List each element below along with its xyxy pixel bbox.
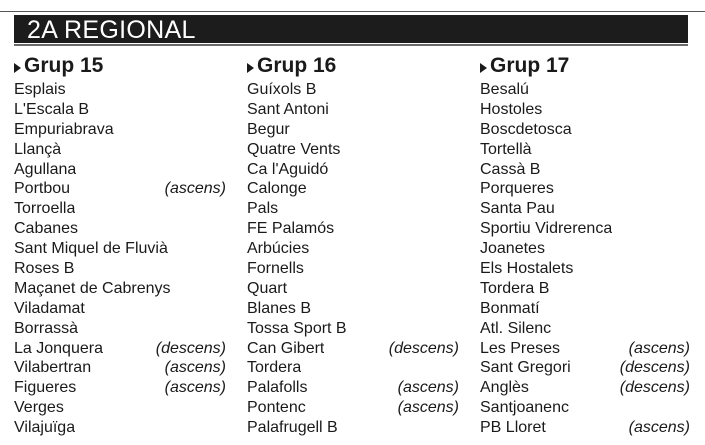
team-row xyxy=(247,418,459,438)
team-name: Cabanes xyxy=(14,220,79,238)
team-row xyxy=(14,120,226,140)
team-status-note: (descens) xyxy=(619,379,690,397)
team-row xyxy=(14,199,226,219)
team-list xyxy=(14,80,226,438)
team-row xyxy=(14,279,226,299)
team-name: Tordera B xyxy=(480,279,550,297)
team-row xyxy=(480,160,690,180)
group-heading xyxy=(14,53,226,79)
team-name: Vilabertran xyxy=(14,359,92,377)
team-name: Guíxols B xyxy=(247,81,317,98)
team-name: Ca l'Aguidó xyxy=(247,160,329,178)
team-row xyxy=(247,140,459,160)
team-row xyxy=(480,120,690,140)
team-row xyxy=(480,418,690,438)
team-name: Calonge xyxy=(247,180,307,198)
team-name: Sportiu Vidrerenca xyxy=(480,220,613,238)
team-row xyxy=(247,319,459,339)
team-name: Joanetes xyxy=(480,240,545,258)
team-row xyxy=(247,398,459,418)
top-rule xyxy=(0,11,705,12)
team-name: Pontenc xyxy=(247,399,306,417)
team-name: Quart xyxy=(247,279,288,297)
team-name: Esplais xyxy=(14,81,66,98)
team-row xyxy=(14,239,226,259)
team-name: Palafrugell B xyxy=(247,419,338,437)
team-status-note: (descens) xyxy=(619,359,690,377)
team-name: Figueres xyxy=(14,379,77,397)
header-underline xyxy=(14,44,688,46)
team-status-note: (ascens) xyxy=(628,339,690,357)
team-row xyxy=(14,358,226,378)
team-name: Anglès xyxy=(480,379,529,397)
team-name: Fornells xyxy=(247,260,304,278)
team-row xyxy=(247,199,459,219)
team-row xyxy=(247,100,459,120)
team-status-note: (ascens) xyxy=(397,379,459,397)
team-name: Torroella xyxy=(14,200,76,218)
team-row xyxy=(247,259,459,279)
team-row xyxy=(14,140,226,160)
team-name: Besalú xyxy=(480,81,529,98)
team-name: FE Palamós xyxy=(247,220,335,238)
triangle-bullet-icon xyxy=(247,63,254,73)
team-row xyxy=(14,259,226,279)
team-row xyxy=(14,80,226,100)
team-list xyxy=(247,80,459,438)
team-row xyxy=(480,239,690,259)
team-status-note: (ascens) xyxy=(397,399,459,417)
team-name: Porqueres xyxy=(480,180,554,198)
team-row xyxy=(247,339,459,359)
team-name: Hostoles xyxy=(480,100,543,118)
team-name: Llançà xyxy=(14,140,62,158)
team-name: Portbou xyxy=(14,180,71,198)
group-heading xyxy=(247,53,459,79)
team-status-note: (ascens) xyxy=(164,379,226,397)
team-name: Vilajuïga xyxy=(14,419,76,437)
team-row xyxy=(480,259,690,279)
team-row xyxy=(247,80,459,100)
team-row xyxy=(247,120,459,140)
team-row xyxy=(14,299,226,319)
team-row xyxy=(480,358,690,378)
team-name: Quatre Vents xyxy=(247,140,341,158)
team-name: Atl. Silenc xyxy=(480,319,552,337)
team-row xyxy=(480,339,690,359)
team-name: Tordera xyxy=(247,359,302,377)
team-row xyxy=(480,100,690,120)
team-row xyxy=(247,160,459,180)
team-row xyxy=(14,219,226,239)
team-name: Cassà B xyxy=(480,160,541,178)
team-row xyxy=(480,378,690,398)
team-row xyxy=(14,100,226,120)
team-name: Tortellà xyxy=(480,140,532,158)
team-name: Tossa Sport B xyxy=(247,319,347,337)
team-name: Blanes B xyxy=(247,299,312,317)
team-name: Agullana xyxy=(14,160,77,178)
group-16 xyxy=(247,53,459,438)
team-name: Arbúcies xyxy=(247,240,310,258)
team-row xyxy=(480,219,690,239)
team-row xyxy=(247,299,459,319)
team-name: Santa Pau xyxy=(480,200,555,218)
team-row xyxy=(480,279,690,299)
team-name: PB Lloret xyxy=(480,419,546,437)
team-name: Sant Miquel de Fluvià xyxy=(14,240,168,258)
section-title: 2A REGIONAL xyxy=(27,16,196,44)
team-name: L'Escala B xyxy=(14,100,90,118)
triangle-bullet-icon xyxy=(14,63,21,73)
team-row xyxy=(247,179,459,199)
team-name: La Jonquera xyxy=(14,339,103,357)
team-name: Maçanet de Cabrenys xyxy=(14,279,171,297)
team-row xyxy=(14,319,226,339)
team-row xyxy=(480,140,690,160)
team-name: Santjoanenc xyxy=(480,399,569,417)
team-name: Pals xyxy=(247,200,279,218)
team-row xyxy=(480,80,690,100)
team-name: Els Hostalets xyxy=(480,260,574,278)
team-row xyxy=(247,378,459,398)
team-row xyxy=(14,398,226,418)
section-header xyxy=(14,15,688,43)
group-title: Grup 15 xyxy=(24,54,104,77)
team-row xyxy=(14,160,226,180)
team-name: Roses B xyxy=(14,260,75,278)
team-row xyxy=(14,179,226,199)
team-row xyxy=(14,418,226,438)
team-status-note: (ascens) xyxy=(164,180,226,198)
team-name: Viladamat xyxy=(14,299,85,317)
team-name: Borrassà xyxy=(14,319,79,337)
team-status-note: (descens) xyxy=(388,339,459,357)
group-title: Grup 16 xyxy=(257,54,337,77)
group-17 xyxy=(480,53,690,438)
team-row xyxy=(480,398,690,418)
team-list xyxy=(480,80,690,438)
team-name: Bonmatí xyxy=(480,299,540,317)
team-name: Sant Gregori xyxy=(480,359,571,377)
team-name: Sant Antoni xyxy=(247,100,329,118)
triangle-bullet-icon xyxy=(480,63,487,73)
team-name: Empuriabrava xyxy=(14,120,114,138)
team-row xyxy=(247,239,459,259)
team-name: Can Gibert xyxy=(247,339,325,357)
team-name: Begur xyxy=(247,120,290,138)
team-row xyxy=(480,299,690,319)
group-heading xyxy=(480,53,690,79)
team-row xyxy=(247,279,459,299)
team-status-note: (ascens) xyxy=(628,419,690,437)
group-15 xyxy=(14,53,226,438)
team-row xyxy=(480,319,690,339)
team-row xyxy=(247,219,459,239)
team-status-note: (descens) xyxy=(155,339,226,357)
team-row xyxy=(14,339,226,359)
team-row xyxy=(480,199,690,219)
group-title: Grup 17 xyxy=(490,54,570,77)
team-name: Boscdetosca xyxy=(480,120,572,138)
team-row xyxy=(14,378,226,398)
team-status-note: (ascens) xyxy=(164,359,226,377)
team-row xyxy=(247,358,459,378)
team-name: Les Preses xyxy=(480,339,561,357)
team-name: Verges xyxy=(14,399,64,417)
team-row xyxy=(480,179,690,199)
team-name: Palafolls xyxy=(247,379,308,397)
